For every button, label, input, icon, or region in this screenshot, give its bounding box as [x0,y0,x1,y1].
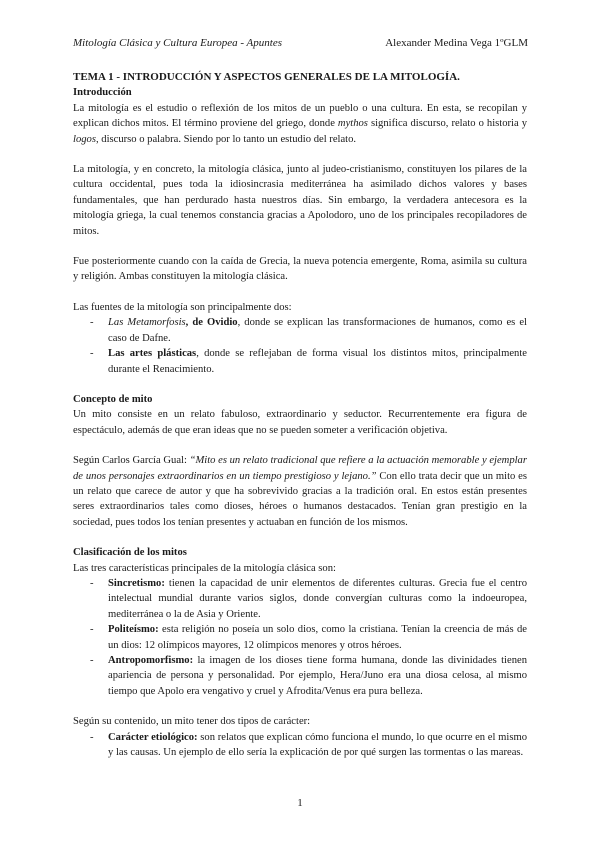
list-item: - Las Metamorfosis, de Ovidio, donde se explican las transformaciones de humanos, como es el caso de Dafne. [90,317,528,344]
header-author: Alexander Medina Vega 1ºGLM [385,37,528,49]
intro-paragraph-3: Fue posteriormente cuando con la caída de Grecia, la nueva potencia emergente, Roma, asimila su cultura y religión. Ambas constituyen la mitología clásica. [73,256,527,283]
list-item: - Carácter etiológico: son relatos que explican cómo funciona el mundo, lo que ocurre en el mismo y las causas. Un ejemplo de ello sería la explicación de por qué surgen las tormentas o las mareas. [90,731,528,759]
list-item: - Sincretismo: tienen la capacidad de unir elementos de diferentes culturas. Grecia fue el centro intelectual mundial durante varios siglos, donde convergían culturas como la indoeuropea, mediterránea o la de Asia y Oriente. [90,577,527,620]
sources-list [73,315,527,377]
classification-intro: Las tres características principales de la mitología clásica son: [73,562,336,574]
intro-paragraph-1: La mitología es el estudio o reflexión de los mitos de un pueblo o una cultura. En esta, se recopilan y explican dichos mitos. El término proviene del griego, donde mythos significa discurso, relato o historia y logos, discurso o palabra. Siendo por lo tanto un estudio del relato. [73,102,527,145]
characteristics-list [73,576,527,699]
concept-paragraph-2: Según Carlos García Gual: “Mito es un relato tradicional que refiere a la actuación memorable y ejemplar de unos personajes extraordinarios en un tiempo prestigioso y lejano.” Con ello trata decir que un mito es un relato que carece de autor y que ha sobrevivido gracias a la tradición oral. En estos están presentes seres extraordinarios tales como dioses, héroes o humanos destacados. Tenían gran prestigio en la sociedad, pues todos los tenían presentes y actuaban en función de los mismos. [73,455,527,528]
intro-paragraph-2: La mitología, y en concreto, la mitología clásica, junto al judeo-cristianismo, constituyen los pilares de la cultura occidental, pues toda la idiosincrasia mediterránea ha asimilado dichos valores y bases fundamentales, que han perdurado hasta nuestros días. Sin embargo, la verdadera antecesora es la mitología griega, la cual tenemos constancia gracias a Apolodoro, uno de los principales recopiladores de mitos. [73,164,527,237]
content-types-list [73,730,527,761]
header-course-title: Mitología Clásica y Cultura Europea - Apuntes [73,37,282,49]
page-title: TEMA 1 - INTRODUCCIÓN Y ASPECTOS GENERALES DE LA MITOLOGÍA. [73,71,460,83]
garcia-gual-quote: “Mito es un relato tradicional que refiere a la actuación memorable y ejemplar de unos personajes extraordinarios en un tiempo prestigioso y lejano.” [73,455,527,482]
heading-clasificacion: Clasificación de los mitos [73,547,187,559]
list-item: - Antropomorfismo: la imagen de los dioses tiene forma humana, donde las divinidades tienen apariencia de persona y personalidad. Por ejemplo, Hera/Juno era una diosa celosa, al mismo tiempo que Apolo era vengativo y cruel y Afrodita/Venus era pura belleza. [90,655,527,697]
concept-paragraph-1: Un mito consiste en un relato fabuloso, extraordinario y seductor. Recurrentemente era figura de espectáculo, además de que eran ideas que no se pueden someter a verificación objetiva. [73,409,527,436]
term-mythos: mythos [337,118,368,130]
list-item: - Las artes plásticas, donde se reflejaban de forma visual los distintos mitos, principalmente durante el Renacimiento. [90,348,527,375]
heading-concepto-de-mito: Concepto de mito [73,393,153,405]
list-item: - Politeísmo: esta religión no poseía un solo dios, como la cristiana. Tenían la creencia de más de un dios: 12 olímpicos mayores, 12 olímpicos menores y otros héroes. [90,624,527,651]
content-types-intro: Según su contenido, un mito tener dos tipos de carácter: [73,716,311,728]
page-content [73,70,527,760]
heading-introduccion: Introducción [73,87,132,99]
page-number: 1 [297,797,303,809]
sources-intro: Las fuentes de la mitología son principalmente dos: [73,301,292,313]
term-logos: logos [73,133,96,145]
